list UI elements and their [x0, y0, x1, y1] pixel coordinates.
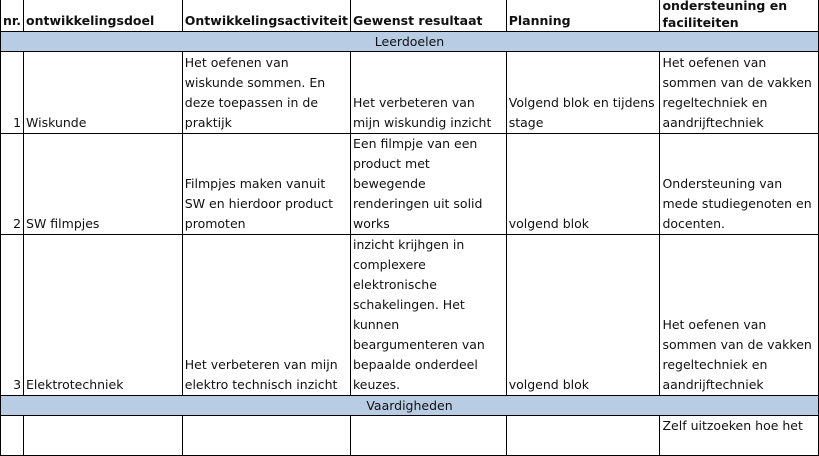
row-1-activiteit: Het oefenen van wiskunde sommen. En deze toepassen in de praktijk	[182, 52, 350, 134]
header-ondersteuning-line1: ondersteuning en	[662, 0, 788, 13]
header-ontwikkelingsactiviteit: Ontwikkelingsactiviteit	[182, 0, 350, 32]
table-row	[1, 416, 819, 456]
row-2-nr: 2	[1, 134, 24, 235]
header-ondersteuning	[660, 0, 819, 32]
table-row	[1, 52, 819, 134]
row-1-planning: Volgend blok en tijdens stage	[506, 52, 660, 134]
row-2-activiteit: Filmpjes maken vanuit SW en hierdoor product promoten	[182, 134, 350, 235]
section-row-vaardigheden	[1, 396, 819, 416]
row-3-ondersteuning: Het oefenen van sommen van de vakken regeltechniek en aandrijftechniek	[660, 235, 819, 396]
row-4-doel	[24, 416, 183, 456]
section-row-leerdoelen	[1, 32, 819, 52]
row-2-resultaat: Een filmpje van een product met bewegende renderingen uit solid works	[350, 134, 506, 235]
table-row	[1, 134, 819, 235]
header-planning: Planning	[506, 0, 660, 32]
row-3-resultaat: inzicht krijhgen in complexere elektronische schakelingen. Het kunnen beargumenteren van bepaalde onderdeel keuzes.	[350, 235, 506, 396]
header-row	[1, 0, 819, 32]
row-1-ondersteuning: Het oefenen van sommen van de vakken regeltechniek en aandrijftechniek	[660, 52, 819, 134]
header-ondersteuning-line2: faciliteiten	[662, 15, 739, 30]
row-1-nr: 1	[1, 52, 24, 134]
row-3-planning: volgend blok	[506, 235, 660, 396]
row-2-ondersteuning: Ondersteuning van mede studiegenoten en docenten.	[660, 134, 819, 235]
row-4-planning	[506, 416, 660, 456]
section-vaardigheden: Vaardigheden	[1, 396, 819, 416]
row-2-planning: volgend blok	[506, 134, 660, 235]
row-3-nr: 3	[1, 235, 24, 396]
header-ontwikkelingsdoel: ontwikkelingsdoel	[24, 0, 183, 32]
row-4-activiteit	[182, 416, 350, 456]
row-3-activiteit: Het verbeteren van mijn elektro technisch inzicht	[182, 235, 350, 396]
row-4-nr	[1, 416, 24, 456]
row-4-ondersteuning: Zelf uitzoeken hoe het	[660, 416, 819, 456]
section-leerdoelen: Leerdoelen	[1, 32, 819, 52]
row-4-resultaat	[350, 416, 506, 456]
row-3-doel: Elektrotechniek	[24, 235, 183, 396]
row-2-doel: SW filmpjes	[24, 134, 183, 235]
row-1-doel: Wiskunde	[24, 52, 183, 134]
header-gewenst-resultaat: Gewenst resultaat	[350, 0, 506, 32]
row-1-resultaat: Het verbeteren van mijn wiskundig inzicht	[350, 52, 506, 134]
header-nr: nr.	[1, 0, 24, 32]
table-row	[1, 235, 819, 396]
